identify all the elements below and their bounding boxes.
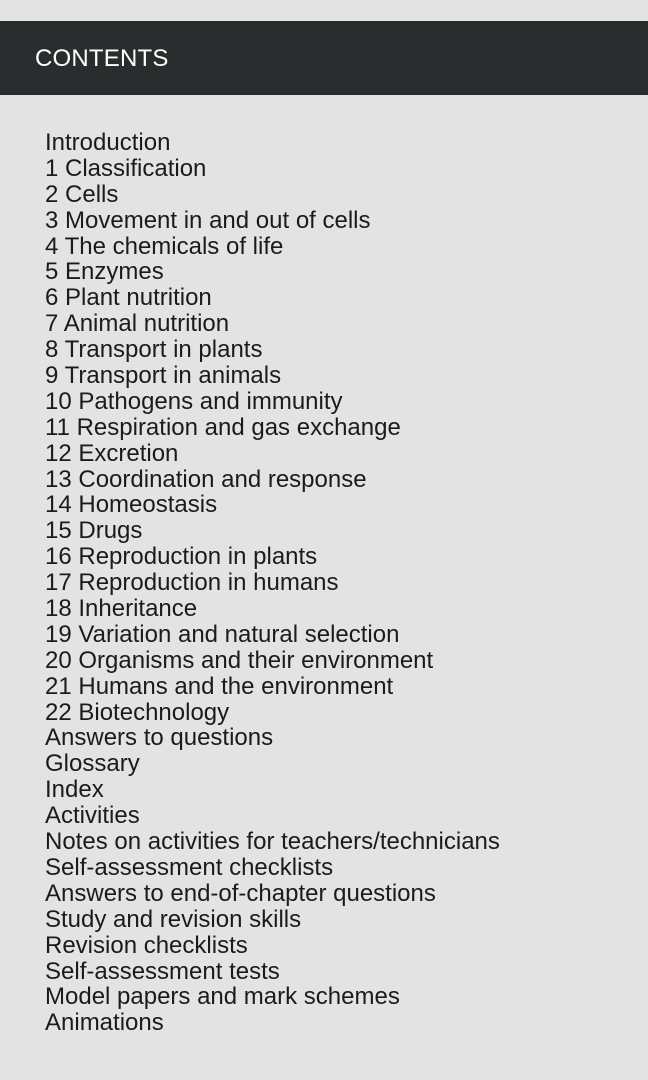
page-title: CONTENTS: [35, 45, 169, 72]
toc-item-index[interactable]: Index: [45, 776, 104, 804]
toc-item-chapter-3[interactable]: 3 Movement in and out of cells: [45, 206, 371, 234]
toc-item-answers-end-of-chapter[interactable]: Answers to end-of-chapter questions: [45, 879, 436, 907]
toc-item-self-assessment-checklists[interactable]: Self-assessment checklists: [45, 853, 334, 881]
toc-item-answers-to-questions[interactable]: Answers to questions: [45, 724, 274, 752]
toc-item-chapter-5[interactable]: 5 Enzymes: [45, 258, 164, 286]
toc-item-chapter-17[interactable]: 17 Reproduction in humans: [45, 569, 339, 597]
toc-item-chapter-7[interactable]: 7 Animal nutrition: [45, 310, 230, 338]
toc-item-chapter-15[interactable]: 15 Drugs: [45, 517, 143, 545]
toc-item-introduction[interactable]: Introduction: [45, 129, 171, 156]
toc-item-glossary[interactable]: Glossary: [45, 750, 140, 778]
toc-item-study-revision-skills[interactable]: Study and revision skills: [45, 905, 302, 933]
toc-item-chapter-4[interactable]: 4 The chemicals of life: [45, 232, 284, 260]
toc-item-chapter-22[interactable]: 22 Biotechnology: [45, 698, 230, 726]
toc-item-activities[interactable]: Activities: [45, 802, 140, 830]
toc-item-chapter-12[interactable]: 12 Excretion: [45, 439, 179, 467]
toc-item-chapter-13[interactable]: 13 Coordination and response: [45, 465, 367, 493]
toc-item-chapter-18[interactable]: 18 Inheritance: [45, 595, 198, 623]
contents-header: [0, 21, 648, 95]
toc-item-chapter-19[interactable]: 19 Variation and natural selection: [45, 620, 400, 648]
toc-item-chapter-2[interactable]: 2 Cells: [45, 180, 119, 208]
toc-item-chapter-10[interactable]: 10 Pathogens and immunity: [45, 387, 343, 415]
toc-item-chapter-9[interactable]: 9 Transport in animals: [45, 362, 282, 390]
toc-item-chapter-16[interactable]: 16 Reproduction in plants: [45, 543, 318, 571]
toc-item-chapter-11[interactable]: 11 Respiration and gas exchange: [45, 413, 401, 441]
toc-item-self-assessment-tests[interactable]: Self-assessment tests: [45, 957, 280, 985]
toc-item-chapter-14[interactable]: 14 Homeostasis: [45, 491, 218, 519]
toc-item-chapter-8[interactable]: 8 Transport in plants: [45, 336, 263, 364]
toc-item-chapter-21[interactable]: 21 Humans and the environment: [45, 672, 394, 700]
toc-item-notes-on-activities[interactable]: Notes on activities for teachers/technicians: [45, 828, 500, 856]
toc-item-chapter-6[interactable]: 6 Plant nutrition: [45, 284, 212, 312]
toc-item-animations[interactable]: Animations: [45, 1009, 164, 1037]
table-of-contents: [45, 130, 635, 1036]
toc-item-revision-checklists[interactable]: Revision checklists: [45, 931, 248, 959]
toc-item-chapter-1[interactable]: 1 Classification: [45, 154, 207, 182]
toc-item-model-papers[interactable]: Model papers and mark schemes: [45, 983, 400, 1011]
toc-item-chapter-20[interactable]: 20 Organisms and their environment: [45, 646, 434, 674]
